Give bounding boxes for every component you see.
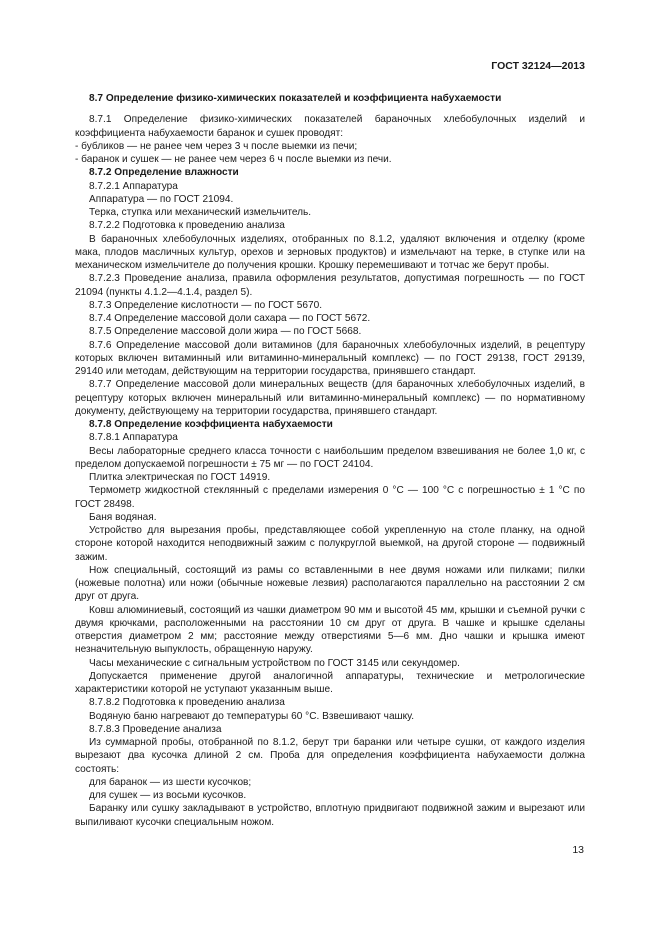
page-number: 13 xyxy=(572,844,584,856)
standard-code: ГОСТ 32124—2013 xyxy=(491,60,585,72)
paragraph: 8.7.4 Определение массовой доли сахара — по ГОСТ 5672. xyxy=(89,313,371,324)
paragraph: Баня водяная. xyxy=(89,511,157,523)
paragraph: 8.7.2.1 Аппаратура xyxy=(89,180,178,192)
paragraph: 8.7.7 Определение массовой доли минеральных веществ (для бараночных хлебобулочных изделий, в рецептуру которых включен минеральный или витаминно-минеральный комплекс) — по нормативному документу, действующему на территории государства, принявшего стандарт. xyxy=(75,379,585,417)
list-item: - бубликов — не ранее чем через 3 ч после выемки из печи; xyxy=(75,140,358,152)
document-body xyxy=(75,92,585,829)
paragraph: Часы механические с сигнальным устройством по ГОСТ 3145 или секундомер. xyxy=(89,657,460,669)
paragraph: 8.7.3 Определение кислотности — по ГОСТ 5670. xyxy=(89,299,323,311)
paragraph: 8.7.2.3 Проведение анализа, правила оформления результатов, допустимая погрешность — по ГОСТ 21094 (пункты 4.1.2—4.1.4, раздел 5). xyxy=(75,273,585,298)
paragraph: Допускается применение другой аналогичной аппаратуры, технические и метрологические характеристики которой не уступают указанным выше. xyxy=(75,670,585,695)
paragraph: Нож специальный, состоящий из рамы со вставленными в нее двумя ножами или пилками; пилки (ножевые полотна) или ножи (обычные ножевые лезвия) располагаются параллельно на расстоянии 2 см друг от друга. xyxy=(75,564,585,603)
paragraph: 8.7.8.2 Подготовка к проведению анализа xyxy=(89,697,285,709)
paragraph: 8.7.5 Определение массовой доли жира — по ГОСТ 5668. xyxy=(89,326,362,338)
paragraph: Из суммарной пробы, отобранной по 8.1.2, берут три баранки или четыре сушки, от каждого изделия вырезают два кусочка длиной 2 см. Проба для определения коэффициента набухаемости должна состоять: xyxy=(75,737,585,775)
subsection-heading: 8.7.8 Определение коэффициента набухаемости xyxy=(89,419,333,430)
list-item: Баранку или сушку закладывают в устройство, вплотную придвигают подвижной зажим и вырезают или выпиливают кусочки специальным ножом. xyxy=(75,803,585,828)
paragraph: 8.7.1 Определение физико-химических показателей бараночных хлебобулочных изделий и коэффициента набухаемости баранок и сушек проводят: xyxy=(75,114,585,139)
paragraph: 8.7.8.3 Проведение анализа xyxy=(89,723,222,735)
paragraph: Плитка электрическая по ГОСТ 14919. xyxy=(89,472,271,483)
paragraph: 8.7.6 Определение массовой доли витаминов (для бараночных хлебобулочных изделий, в рецептуру которых включен витаминный или витаминно-минеральный комплекс) — по ГОСТ 29138, ГОСТ 29139, 29140 или методам, действующим на территории государства, принявшего стандарт. xyxy=(75,339,585,377)
paragraph: для баранок — из шести кусочков; xyxy=(89,776,252,788)
paragraph: Водяную баню нагревают до температуры 60 °С. Взвешивают чашку. xyxy=(89,710,415,722)
subsection-heading: 8.7.2 Определение влажности xyxy=(89,167,239,179)
section-heading: 8.7 Определение физико-химических показателей и коэффициента набухаемости xyxy=(89,93,502,104)
paragraph: 8.7.2.2 Подготовка к проведению анализа xyxy=(89,220,285,232)
paragraph: Ковш алюминиевый, состоящий из чашки диаметром 90 мм и высотой 45 мм, крышки и съемной ручки с двумя крючками, расположенными на расстоянии 10 см друг от друга. В чашке и крышке сделаны отверстия диаметром 2 мм; расстояние между отверстиями 5—6 мм. Дно чашки и крышка имеют незначительную выпуклость, обращенную наружу. xyxy=(75,604,585,656)
paragraph: В бараночных хлебобулочных изделиях, отобранных по 8.1.2, удаляют включения и отделку (кроме мака, плодов масличных культур, орехов и зерновых продуктов) и измельчают на терке, в ступке или на механическом измельчителе до получения крошки. Крошку перемешивают и тотчас же берут пробы. xyxy=(75,233,585,271)
paragraph: Терка, ступка или механический измельчитель. xyxy=(89,207,312,218)
paragraph: Термометр жидкостной стеклянный с пределами измерения 0 °С — 100 °С с погрешностью ± 1 °С по ГОСТ 28498. xyxy=(75,485,585,510)
paragraph: 8.7.8.1 Аппаратура xyxy=(89,432,178,444)
paragraph: Устройство для вырезания пробы, представляющее собой укрепленную на столе планку, на одной стороне которой находится неподвижный зажим с полукруглой выемкой, на другой стороне — подвижный зажим. xyxy=(75,525,585,563)
list-item: для сушек — из восьми кусочков. xyxy=(89,790,247,801)
list-item: - баранок и сушек — не ранее чем через 6 ч после выемки из печи. xyxy=(75,154,392,165)
paragraph: Аппаратура — по ГОСТ 21094. xyxy=(89,193,234,205)
paragraph: Весы лабораторные среднего класса точности с наибольшим пределом взвешивания не более 1,0 кг, с пределом допускаемой погрешности ± 75 мг — по ГОСТ 24104. xyxy=(75,445,585,470)
